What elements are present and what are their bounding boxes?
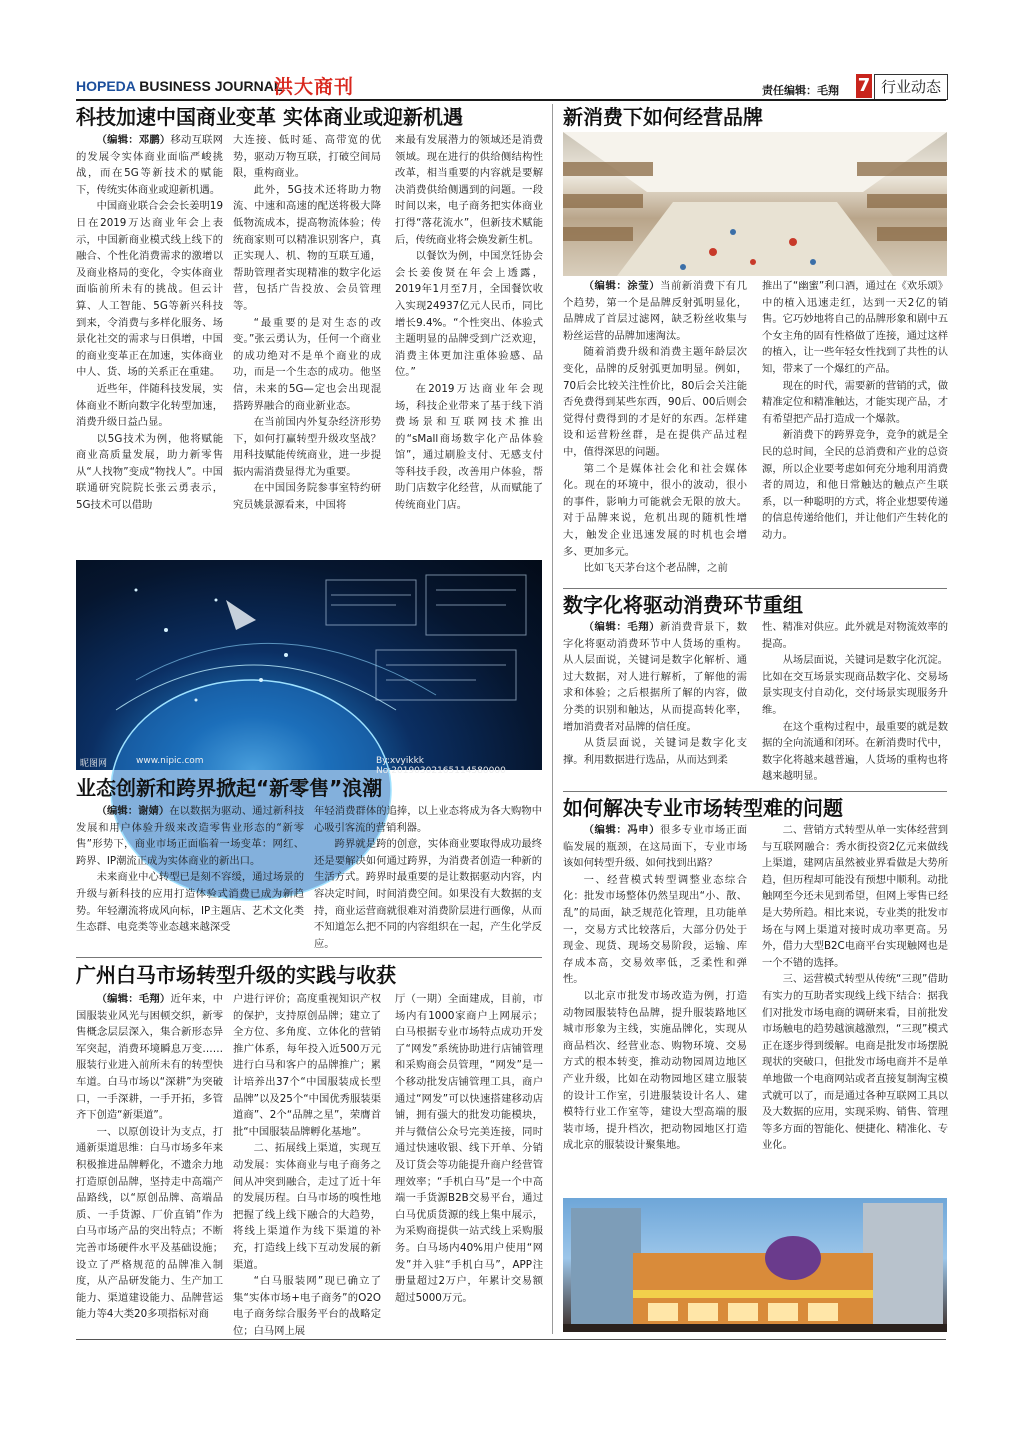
article-1-col-3: 来最有发展潜力的领域还是消费领域。现在进行的供给侧结构性改革，相当重要的内容就是要解决消费供给侧遇到的问题。一段时间以来，电子商务把实体商业打得“落花流水”，但新技术赋能后，传统商业将会焕发新生机。 以餐饮为例，中国烹饪协会会长姜俊贤在年会上透露，2019年1月至7月，全国餐饮收入实现24937亿元人民币，同比增长9.4%。“个性突出、体验式主题明显的品牌受到广泛欢迎，消费主体更加注重体验感、品位。” 在2019万达商业年会现场，科技企业带来了基于线下消费场景和互联网技术推出的“sMall商场数字化产品体验馆”，通过刷脸支付、无感支付等科技手段，改善用户体验，帮助门店数字化经营，从而赋能了传统商业门店。 bbox=[395, 134, 543, 512]
article-6-col-1: （编辑：冯申）很多专业市场正面临发展的瓶颈，在这局面下，专业市场该如何转型升级、如何找到出路？ 一、经营模式转型调整业态综合化：批发市场整体仍然呈现出“小、散、乱”的局面，缺乏规范化管理，且功能单一，交易方式比较落后，大部分仍处于现金、现货、现场交易阶段，运输、库存成本高，交易效率低，乏柔性和弹性。 以北京市批发市场改造为例，打造动物园服装特色品牌，提升服装路地区城市形象为主线，实施品牌化，实现从商品档次、经营业态、购物环境、交易方式的根本转变，推动动物园周边地区产业升级，比如在动物园地区建立服装的设计工作室，引进服装设计名人、建模特行业工作室等，建设大型高端的服装市场，提升档次，把动物园地区打造成北京的服装设计聚集地。 bbox=[563, 824, 748, 1152]
article-5-col-2: 性、精准对供应。此外就是对物流效率的提高。 从场层面说，关键词是数字化沉淀。比如在交互场景实现商品数字化、交易场景实现支付自动化，交付场景实现服务升维。 在这个重构过程中，最重要的就是数据的全向流通和闭环。在新消费时代中，数字化将越来越普遍，人货场的重构也将越来越明显。 bbox=[762, 621, 948, 783]
page-number: 7 bbox=[857, 75, 871, 96]
earth-network-image bbox=[76, 560, 542, 776]
image-credit-id: By:xvyikkk No:20190302165114580000 bbox=[376, 756, 506, 776]
article-6-col-2: 二、营销方式转型从单一实体经营到与互联网融合：秀水街投资2亿元来做线上渠道，建网店虽然被业界看做是大势所趋，但历程却可能没有预想中顺利。动批触网至今还未见到希望，但网上零售已经是大势所趋。相比来说，专业类的批发市场在与网上渠道对接时成功率更高。另外，借力大型B2C电商平台实现触网也是一个不错的选择。 三、运营模式转型从传统“三现”借助有实力的互助者实现线上线下结合：据我们对批发市场电商的调研来看，目前批发市场触电的趋势越演越激烈，“三现”模式正在逐步得到缓解。电商是批发市场摆脱现状的突破口，但批发市场电商并不是单单地做一个电商网站或者直接复制淘宝模式就可以了，而是通过各种互联网工具以及大数据的应用，实现采购、销售、管理等多方面的智能化、便捷化、精准化、专业化。 bbox=[762, 824, 948, 1152]
article-3-col-1: （编辑：毛翔）近年来，中国服装业风光与困顿交织，新零售概念层层深入，集合新形态异军突起，消费环境瞬息万变……服装行业进入前所未有的转型快车道。白马市场以“深耕”为突破口，一手深耕，一手开拓，多管齐下创造“新渠道”。 一、以原创设计为支点，打通新渠道思维：白马市场多年来积极推进品牌孵化，不遗余力地打造原创品牌，坚持走中高端产品路线，以“原创品牌、高端品质、一手货源、厂价直销”作为白马市场产品的突出特点；不断完善市场硬件水平及基础设施；设立了严格规范的品牌准入制度，从产品研发能力、生产加工能力、渠道建设能力、品牌营运能力等4大类20多项指标对商 bbox=[76, 993, 224, 1321]
article-5-rule bbox=[563, 791, 947, 792]
article-4-col-1: （编辑：涂莹）当前新消费下有几个趋势，第一个是品牌反射弧明显化，品牌成了首层过滤网，缺乏粉丝收集与粉丝运营的品牌加速淘汰。 随着消费升级和消费主题年龄层次变化，品牌的反射弧更加明显。例如，70后会比较关注性价比，80后会关注能否免费得到某些东西，90后、00后则会觉得付费得到的才是好的东西。怎样建设和运营粉丝群，是在提供产品过程中，值得深思的问题。 第二个是媒体社会化和社会媒体化。现在的环境中，很小的波动，很小的事件，影响力可能就会无限的放大。对于品牌来说，危机出现的随机性增大，触发企业迅速发展的时机也会增多、更加多元。 比如飞天茅台这个老品牌，之前 bbox=[563, 280, 748, 575]
mall-interior-image bbox=[563, 132, 947, 276]
article-1-byline: （编辑：邓鹏） bbox=[96, 134, 171, 146]
bottom-rule bbox=[76, 1339, 946, 1340]
article-4-title: 新消费下如何经营品牌 bbox=[563, 105, 763, 129]
earth-network-graphic bbox=[76, 560, 542, 770]
market-building-image bbox=[563, 1198, 947, 1332]
article-2-col-1: （编辑：谢婧）在以数据为驱动、通过新科技发展和用户体验升级来改造零售业形态的“新零售”形势下，商业市场正面临着一场变革：网红、跨界、IP潮流正成为实体商业的新出口。 未来商业中心转型已是刻不容缓，通过场景的升级与新科技的应用打造体验式消费已成为新趋势。年轻潮流将成风向标，IP主题店、艺术文化类生态群、电竞类等业态越来越深受 bbox=[76, 805, 305, 934]
article-4-col-2: 推出了“幽蜜”利口酒，通过在《欢乐颂》中的植入迅速走红，达到一天2亿的销售。它巧妙地将自己的品牌形象和剧中五个女主角的固有性格做了连接，通过这样的植入，让一些年轻女性找到了共性的认知，带来了一个爆红的产品。 现在的时代，需要新的营销的式，做精准定位和精准触达，才能实现产品，才有希望把产品打造成一个爆款。 新消费下的跨界竞争，竞争的就是全民的总时间，全民的总消费和产业的总资源，所以企业要考虑如何充分地利用消费者的周边，和他日常触达的触点产生联系，以一种聪明的方式，将企业想要传递的信息传递给他们，并让他们产生转化的动力。 bbox=[762, 280, 948, 541]
article-5-col-1: （编辑：毛翔）新消费背景下，数字化将驱动消费环节中人货场的重构。从人层面说，关键词是数字化解析、通过大数据，对人进行解析，了解他的需求和体验；之后根据所了解的内容，做分类的识别和触达，从而提高转化率，增加消费者对品牌的信任度。 从货层面说，关键词是数字化支撑。利用数据进行选品，从而达到柔 bbox=[563, 621, 748, 766]
article-2-col-2: 年轻消费群体的追捧，以上业态将成为各大购物中心吸引客流的营销利器。 跨界就是跨的创意，实体商业要取得成功最终还是要解决如何通过跨界，为消费者创造一种新的生活方式。跨界时最重要的是让数据驱动内容，内容决定时间，时间消费空间。如果没有大数据的支持，商业运营商就很难对消费阶层进行画像，从而不知道怎么把不同的内容组织在一起，产生化学反应。 bbox=[314, 805, 542, 950]
article-1-col-2: 大连接、低时延、高带宽的优势，驱动万物互联，打破空间局限，重构商业。 此外，5G技术还将助力物流、中速和高速的配送将极大降低物流成本，提高物流体验；传统商家则可以精准识别客户，真正实现人、机、物的互联互通，帮助管理者实现精准的数字化运营，包括广告投放、会员管理等。 “最重要的是对生态的改变。”张云勇认为，任何一个商业的成功绝对不是单个商业的成功，而是一个生态的成功。他坚信，未来的5G—定也会出现混搭跨界融合的商业新业态。 在当前国内外复杂经济形势下，如何打赢转型升级攻坚战？用科技赋能传统商业，进一步提振内需消费显得尤为重要。 在中国国务院参事室特约研究员姚景源看来，中国将 bbox=[233, 134, 381, 512]
brand-chinese: 洪大商刊 bbox=[274, 76, 355, 98]
image-credit-left: 昵图网 bbox=[80, 759, 108, 769]
section-label: 行业动态 bbox=[874, 74, 948, 100]
column-divider bbox=[552, 104, 553, 1334]
brand-english: HOPEDA BUSINESS JOURNAL bbox=[76, 78, 283, 94]
article-5-title: 数字化将驱动消费环节重组 bbox=[563, 593, 803, 617]
article-6-byline: （编辑：冯申） bbox=[583, 824, 661, 836]
article-4-byline: （编辑：涂莹） bbox=[583, 280, 661, 292]
article-2-byline: （编辑：谢婧） bbox=[96, 805, 170, 817]
image-credit-site: www.nipic.com bbox=[136, 756, 204, 766]
mall-interior-graphic bbox=[563, 132, 947, 276]
responsible-editor: 责任编辑：毛翔 bbox=[762, 84, 839, 97]
article-4-rule bbox=[563, 588, 947, 589]
market-building-graphic bbox=[563, 1198, 947, 1332]
article-2-rule bbox=[76, 957, 542, 958]
article-3-col-3: 厅（一期）全面建成，目前，市场内有1000家商户上网展示；白马根据专业市场特点成功开发了“网发”系统协助进行店铺管理和采购商会员管理，“网发”是一个移动批发店铺管理工具，商户通过“网发”可以快速搭建移动店铺，拥有强大的批发功能模块，并与微信公众号完美连接，同时通过快速收银、线下开单、分销及订货会等功能提升商户经营管理效率；“手机白马”是一个中高端一手货源B2B交易平台，通过白马优质货源的线上集中展示，为采购商提供一站式线上采购服务。白马场内40%用户使用“网发”并入驻“手机白马”，APP注册量超过2万户，年累计交易额超过5000万元。 bbox=[395, 993, 543, 1304]
article-2-title: 业态创新和跨界掀起“新零售”浪潮 bbox=[76, 776, 383, 800]
article-5-byline: （编辑：毛翔） bbox=[583, 621, 661, 633]
article-1-col-1: （编辑：邓鹏）移动互联网的发展令实体商业面临严峻挑战，而在5G等新技术的赋能下，传统实体商业或迎新机遇。 中国商业联合会会长姜明19日在2019万达商业年会上表示，中国新商业模式线上线下的融合、个性化消费需求的激增以及商业格局的变化，令实体商业面临前所未有的挑战。但云计算、人工智能、5G等新兴科技到来，令消费与多样化服务、场景化社交的需求与日俱增，中国的商业变革正在加速，实体商业中人、货、场的关系正在重建。 近些年，伴随科技发展，实体商业不断向数字化转型加速，消费升级日益凸显。 以5G技术为例，他将赋能商业高质量发展，助力新零售从“人找物”变成“物找人”。中国联通研究院院长张云勇表示，5G技术可以借助 bbox=[76, 134, 224, 512]
article-6-title: 如何解决专业市场转型难的问题 bbox=[563, 796, 843, 820]
article-1-title: 科技加速中国商业变革 实体商业或迎新机遇 bbox=[76, 105, 463, 129]
article-3-col-2: 户进行评价；高度重视知识产权的保护，支持原创品牌；建立了全方位、多角度、立体化的营销推广体系，每年投入近500万元进行白马和客户的品牌推广；累计培养出37个“中国服装成长型品牌”以及25个“中国优秀服装渠道商”、2个“品牌之星”，荣膺首批“中国服装品牌孵化基地”。 二、拓展线上渠道，实现互动发展：实体商业与电子商务之间从冲突到融合，走过了近十年的发展历程。白马市场的嗅性地把握了线上线下融合的大趋势，将线上渠道作为线下渠道的补充，打造线上线下互动发展的新渠道。 “白马服装网”现已确立了集“实体市场+电子商务”的O2O电子商务综合服务平台的战略定位；白马网上展 bbox=[233, 993, 381, 1337]
masthead-rule bbox=[76, 99, 946, 101]
article-3-byline: （编辑：毛翔） bbox=[96, 993, 171, 1005]
article-3-title: 广州白马市场转型升级的实践与收获 bbox=[76, 963, 396, 987]
masthead bbox=[76, 74, 946, 102]
